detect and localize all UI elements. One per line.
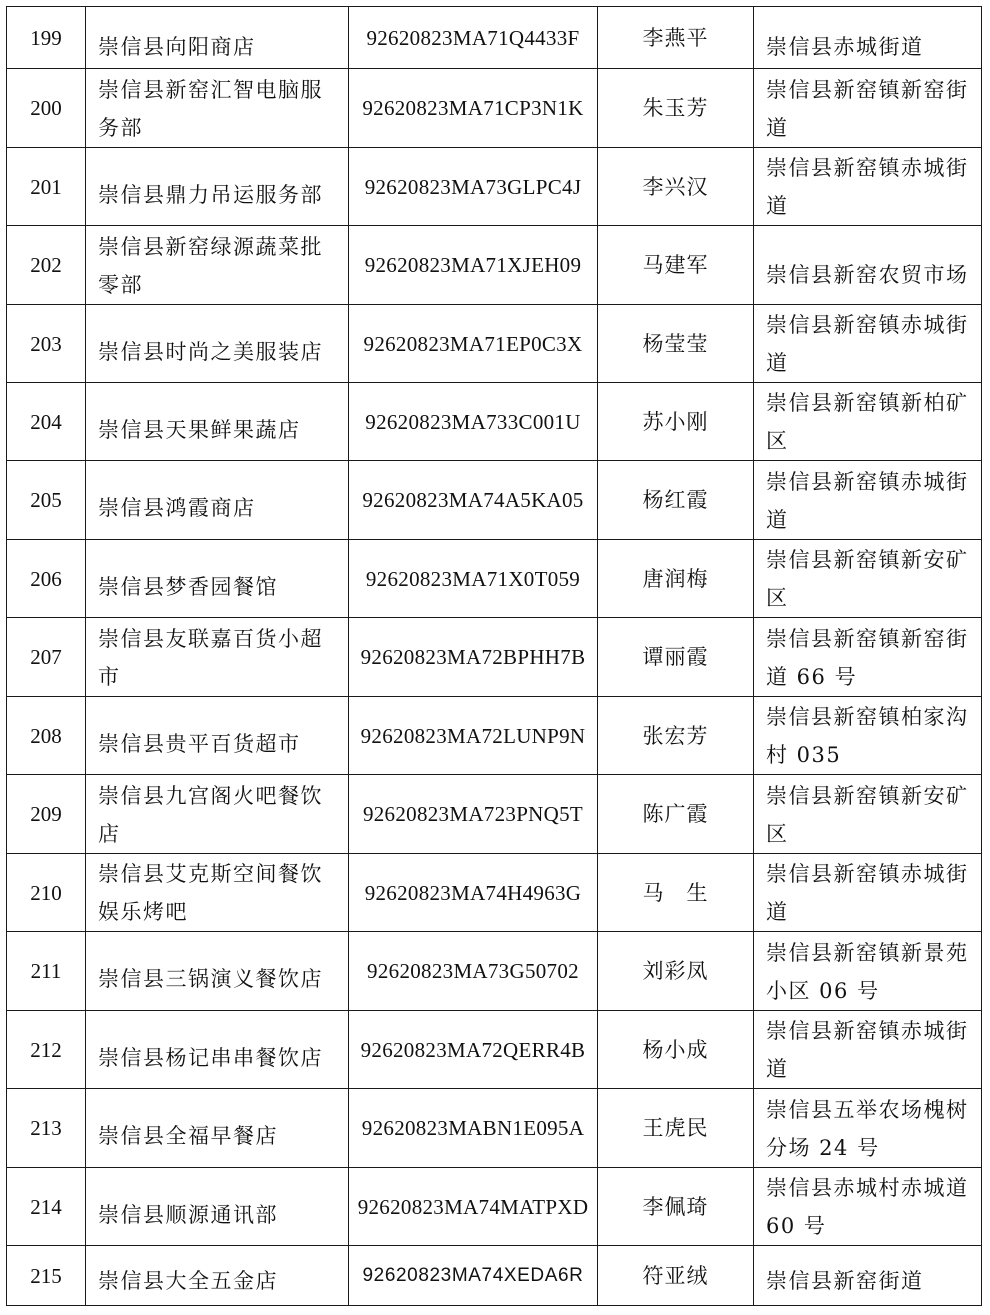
business-address: 崇信县新窑镇赤城街道 — [754, 148, 982, 226]
business-address: 崇信县新窑镇新柏矿区 — [754, 383, 982, 461]
operator-name: 唐润梅 — [598, 540, 754, 618]
row-number: 210 — [7, 854, 86, 932]
operator-name: 苏小刚 — [598, 383, 754, 461]
table-row — [7, 305, 982, 383]
business-address: 崇信县新窑镇赤城街道 — [754, 305, 982, 383]
credit-code: 92620823MA72LUNP9N — [349, 697, 598, 775]
business-address: 崇信县五举农场槐树分场 24 号 — [754, 1089, 982, 1168]
business-address: 崇信县新窑街道 — [754, 1246, 982, 1306]
row-number: 199 — [7, 7, 86, 69]
business-name: 崇信县艾克斯空间餐饮娱乐烤吧 — [86, 854, 349, 932]
operator-name: 王虎民 — [598, 1089, 754, 1168]
row-number: 205 — [7, 461, 86, 540]
table-row — [7, 540, 982, 618]
business-name: 崇信县时尚之美服装店 — [86, 305, 349, 383]
row-number: 209 — [7, 775, 86, 854]
table-row — [7, 7, 982, 69]
business-name: 崇信县鼎力吊运服务部 — [86, 148, 349, 226]
table-row — [7, 697, 982, 775]
table-row — [7, 148, 982, 226]
business-name: 崇信县杨记串串餐饮店 — [86, 1011, 349, 1089]
table-row — [7, 1246, 982, 1306]
row-number: 204 — [7, 383, 86, 461]
business-name: 崇信县向阳商店 — [86, 7, 349, 69]
business-name: 崇信县天果鲜果蔬店 — [86, 383, 349, 461]
operator-name: 陈广霞 — [598, 775, 754, 854]
business-address: 崇信县新窑镇新窑街道 — [754, 69, 982, 148]
business-address: 崇信县新窑农贸市场 — [754, 226, 982, 305]
operator-name: 谭丽霞 — [598, 618, 754, 697]
operator-name: 朱玉芳 — [598, 69, 754, 148]
row-number: 214 — [7, 1168, 86, 1246]
operator-name: 符亚绒 — [598, 1246, 754, 1306]
row-number: 208 — [7, 697, 86, 775]
operator-name: 杨莹莹 — [598, 305, 754, 383]
credit-code: 92620823MA72BPHH7B — [349, 618, 598, 697]
table-row — [7, 1011, 982, 1089]
credit-code: 92620823MA74H4963G — [349, 854, 598, 932]
row-number: 207 — [7, 618, 86, 697]
registry-table — [6, 6, 982, 1306]
business-name: 崇信县三锅演义餐饮店 — [86, 932, 349, 1011]
row-number: 201 — [7, 148, 86, 226]
credit-code: 92620823MABN1E095A — [349, 1089, 598, 1168]
business-name: 崇信县全福早餐店 — [86, 1089, 349, 1168]
operator-name: 张宏芳 — [598, 697, 754, 775]
business-name: 崇信县友联嘉百货小超市 — [86, 618, 349, 697]
table-row — [7, 1089, 982, 1168]
business-address: 崇信县新窑镇赤城街道 — [754, 461, 982, 540]
table-row — [7, 69, 982, 148]
credit-code: 92620823MA71EP0C3X — [349, 305, 598, 383]
row-number: 200 — [7, 69, 86, 148]
row-number: 212 — [7, 1011, 86, 1089]
registry-table-body — [7, 7, 982, 1306]
business-name: 崇信县顺源通讯部 — [86, 1168, 349, 1246]
credit-code: 92620823MA74A5KA05 — [349, 461, 598, 540]
operator-name: 李兴汉 — [598, 148, 754, 226]
business-address: 崇信县新窑镇赤城街道 — [754, 1011, 982, 1089]
credit-code: 92620823MA723PNQ5T — [349, 775, 598, 854]
row-number: 211 — [7, 932, 86, 1011]
table-row — [7, 461, 982, 540]
row-number: 202 — [7, 226, 86, 305]
table-row — [7, 932, 982, 1011]
business-address: 崇信县赤城村赤城道 60 号 — [754, 1168, 982, 1246]
credit-code: 92620823MA72QERR4B — [349, 1011, 598, 1089]
credit-code: 92620823MA74MATPXD — [349, 1168, 598, 1246]
business-address: 崇信县新窑镇柏家沟村 035 — [754, 697, 982, 775]
business-name: 崇信县鸿霞商店 — [86, 461, 349, 540]
business-name: 崇信县新窑汇智电脑服务部 — [86, 69, 349, 148]
business-address: 崇信县新窑镇新窑街道 66 号 — [754, 618, 982, 697]
credit-code: 92620823MA73GLPC4J — [349, 148, 598, 226]
credit-code: 92620823MA71XJEH09 — [349, 226, 598, 305]
table-row — [7, 1168, 982, 1246]
business-address: 崇信县新窑镇赤城街道 — [754, 854, 982, 932]
credit-code: 92620823MA71X0T059 — [349, 540, 598, 618]
credit-code: 92620823MA71CP3N1K — [349, 69, 598, 148]
business-name: 崇信县大全五金店 — [86, 1246, 349, 1306]
credit-code: 92620823MA71Q4433F — [349, 7, 598, 69]
operator-name: 杨小成 — [598, 1011, 754, 1089]
row-number: 206 — [7, 540, 86, 618]
business-address: 崇信县新窑镇新安矿区 — [754, 540, 982, 618]
row-number: 203 — [7, 305, 86, 383]
operator-name: 刘彩凤 — [598, 932, 754, 1011]
operator-name: 马建军 — [598, 226, 754, 305]
business-name: 崇信县新窑绿源蔬菜批零部 — [86, 226, 349, 305]
business-address: 崇信县赤城街道 — [754, 7, 982, 69]
table-row — [7, 226, 982, 305]
operator-name: 李燕平 — [598, 7, 754, 69]
operator-name: 李佩琦 — [598, 1168, 754, 1246]
business-name: 崇信县贵平百货超市 — [86, 697, 349, 775]
business-address: 崇信县新窑镇新安矿区 — [754, 775, 982, 854]
operator-name: 杨红霞 — [598, 461, 754, 540]
credit-code: 92620823MA733C001U — [349, 383, 598, 461]
business-name: 崇信县梦香园餐馆 — [86, 540, 349, 618]
table-row — [7, 383, 982, 461]
business-name: 崇信县九宫阁火吧餐饮店 — [86, 775, 349, 854]
operator-name: 马 生 — [598, 854, 754, 932]
table-row — [7, 775, 982, 854]
row-number: 213 — [7, 1089, 86, 1168]
table-row — [7, 854, 982, 932]
business-address: 崇信县新窑镇新景苑小区 06 号 — [754, 932, 982, 1011]
credit-code: 92620823MA73G50702 — [349, 932, 598, 1011]
table-row — [7, 618, 982, 697]
credit-code: 92620823MA74XEDA6R — [349, 1246, 598, 1306]
row-number: 215 — [7, 1246, 86, 1306]
